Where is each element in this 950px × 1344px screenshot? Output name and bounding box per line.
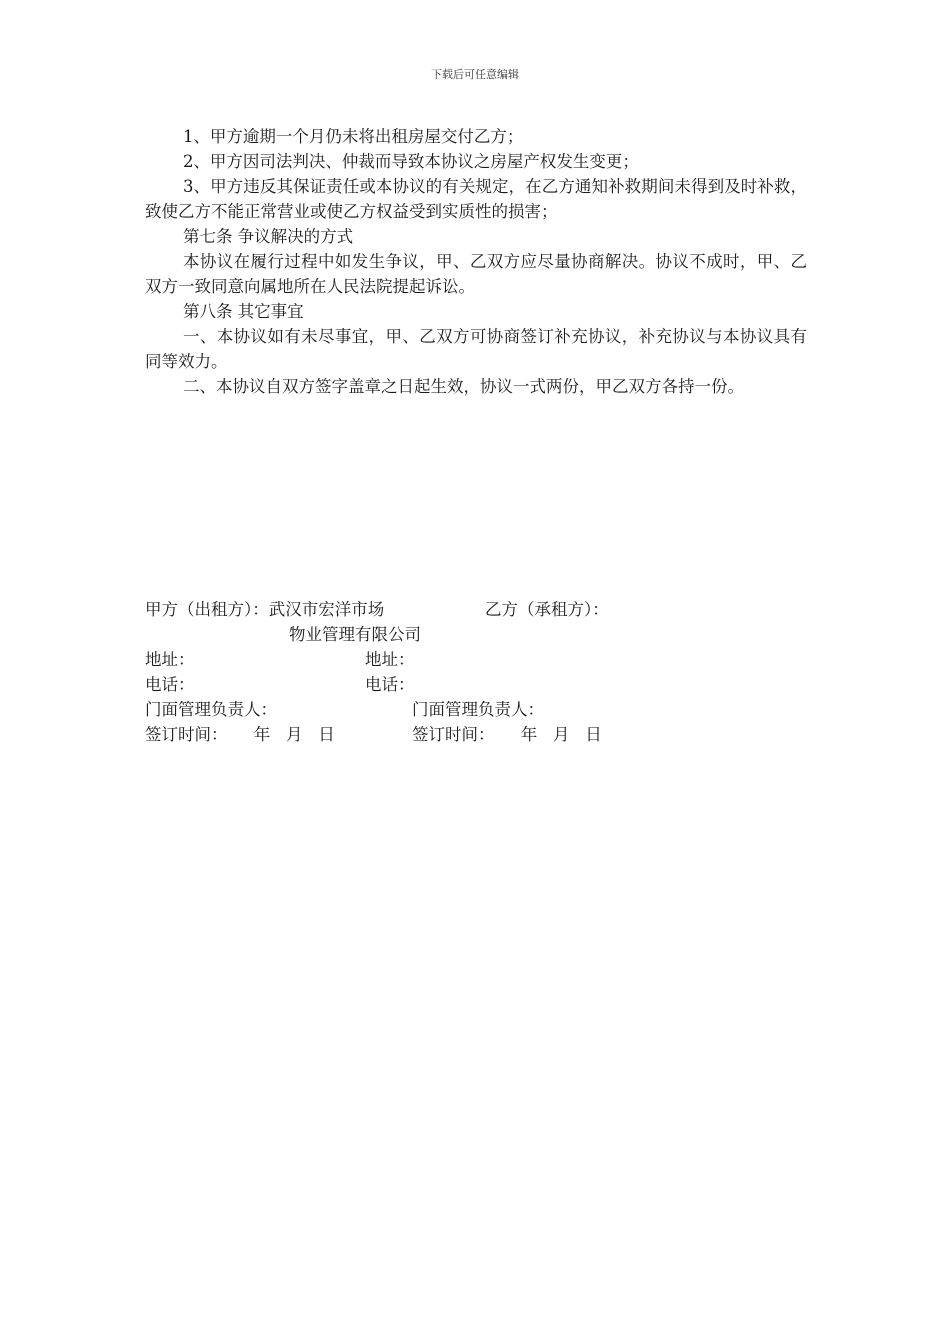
signature-date-row <box>145 722 807 747</box>
signature-phone-row <box>145 672 807 697</box>
clause-item-2: 2、甲方因司法判决、仲裁而导致本协议之房屋产权发生变更； <box>182 152 639 171</box>
article-8-item-2: 二、本协议自双方签字盖章之日起生效，协议一式两份，甲乙双方各持一份。 <box>182 377 744 396</box>
signature-address-row <box>145 647 807 672</box>
party-a-date: 签订时间： 年 月 日 <box>145 725 335 744</box>
signature-company-row <box>145 622 807 647</box>
party-a-manager: 门面管理负责人： <box>145 700 277 719</box>
article-8-heading: 第八条 其它事宜 <box>182 302 304 321</box>
signature-parties-row <box>145 597 807 622</box>
signature-manager-row <box>145 697 807 722</box>
article-8-item-1: 一、本协议如有未尽事宜，甲、乙双方可协商签订补充协议，补充协议与本协议具有同等效力。 <box>145 327 807 371</box>
article-7-text: 本协议在履行过程中如发生争议，甲、乙双方应尽量协商解决。协议不成时，甲、乙双方一致同意向属地所在人民法院提起诉讼。 <box>145 252 807 296</box>
article-7-heading: 第七条 争议解决的方式 <box>182 227 354 246</box>
agreement-body <box>145 124 807 399</box>
clause-item-3: 3、甲方违反其保证责任或本协议的有关规定，在乙方通知补救期间未得到及时补救，致使乙方不能正常营业或使乙方权益受到实质性的损害； <box>145 177 807 221</box>
party-b-address: 地址： <box>365 650 415 669</box>
party-b-phone: 电话： <box>365 675 415 694</box>
party-b-manager: 门面管理负责人： <box>412 700 544 719</box>
party-b-date: 签订时间： 年 月 日 <box>412 725 602 744</box>
party-a-company-line2: 物业管理有限公司 <box>289 625 421 644</box>
clause-item-1: 1、甲方逾期一个月仍未将出租房屋交付乙方； <box>182 127 524 146</box>
party-a-address: 地址： <box>145 650 195 669</box>
page-header-note: 下载后可任意编辑 <box>431 68 519 81</box>
party-a-phone: 电话： <box>145 675 195 694</box>
party-a-label: 甲方（出租方）：武汉市宏洋市场 <box>145 600 385 619</box>
signature-block <box>145 597 807 747</box>
party-b-label: 乙方（承租方）： <box>485 600 609 619</box>
